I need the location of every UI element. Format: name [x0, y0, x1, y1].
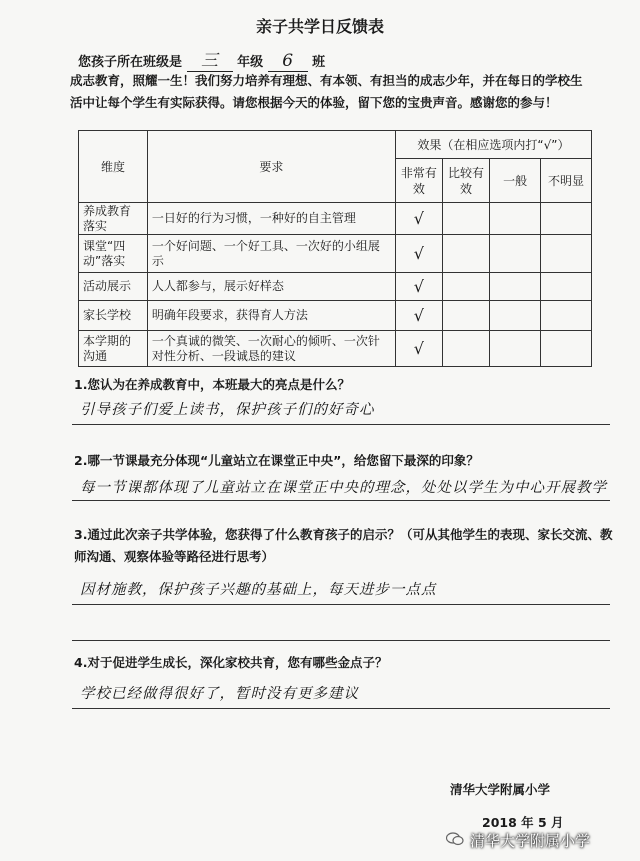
answer-line	[72, 708, 610, 709]
answer-1[interactable]: 引导孩子们爱上读书，保护孩子们的好奇心	[80, 402, 375, 418]
form-date: 2018 年 5 月	[482, 815, 564, 830]
row-option-cell[interactable]	[442, 331, 489, 367]
row-option-cell[interactable]	[490, 273, 541, 301]
header-opt-effective: 比较有效	[442, 159, 489, 203]
row-requirement: 人人都参与，展示好样态	[147, 273, 395, 301]
row-option-cell[interactable]	[395, 331, 442, 367]
row-option-cell[interactable]	[395, 235, 442, 273]
row-option-cell[interactable]	[490, 203, 541, 235]
row-option-cell[interactable]	[442, 273, 489, 301]
answer-line	[72, 640, 610, 641]
feedback-table	[78, 130, 592, 367]
row-requirement: 明确年段要求，获得育人方法	[147, 301, 395, 331]
class-info-prefix: 您孩子所在班级是	[78, 55, 183, 70]
row-option-cell[interactable]	[395, 301, 442, 331]
answer-2[interactable]: 每一节课都体现了儿童站立在课堂正中央的理念，处处以学生为中心开展教学	[80, 480, 607, 496]
check-mark: √	[413, 244, 424, 263]
form-title: 亲子共学日反馈表	[255, 17, 384, 36]
row-requirement: 一个真诚的微笑、一次耐心的倾听、一次针对性分析、一段诚恳的建议	[147, 331, 395, 367]
grade-label: 年级	[237, 55, 264, 70]
school-name: 清华大学附属小学	[450, 782, 551, 797]
row-dimension: 养成教育落实	[79, 203, 148, 235]
header-opt-not-obvious: 不明显	[541, 159, 592, 203]
answer-line	[72, 604, 610, 605]
row-option-cell[interactable]	[442, 203, 489, 235]
table-body	[79, 203, 592, 367]
row-option-cell[interactable]	[541, 331, 592, 367]
class-info-line	[78, 46, 325, 72]
question-1: 1.您认为在养成教育中，本班最大的亮点是什么？	[74, 377, 350, 392]
table-row	[79, 331, 592, 367]
header-requirement: 要求	[147, 131, 395, 203]
row-option-cell[interactable]	[442, 235, 489, 273]
header-effect: 效果（在相应选项内打“√”）	[395, 131, 591, 159]
row-dimension: 课堂“四动”落实	[79, 235, 148, 273]
row-dimension: 本学期的沟通	[79, 331, 148, 367]
row-option-cell[interactable]	[541, 203, 592, 235]
class-value: 6	[268, 51, 308, 72]
table-row	[79, 301, 592, 331]
row-requirement: 一日好的行为习惯，一种好的自主管理	[147, 203, 395, 235]
answer-line	[72, 424, 610, 425]
intro-text: 成志教育，照耀一生！我们努力培养有理想、有本领、有担当的成志少年，并在每日的学校生活中让每个学生有实际获得。请您根据今天的体验，留下您的宝贵声音。感谢您的参与！	[70, 73, 583, 110]
row-option-cell[interactable]	[490, 235, 541, 273]
header-opt-very-effective: 非常有效	[395, 159, 442, 203]
class-label: 班	[312, 55, 326, 70]
question-3: 3.通过此次亲子共学体验，您获得了什么教育孩子的启示？（可从其他学生的表现、家长交流、教师沟通、观察体验等路径进行思考）	[74, 527, 613, 564]
row-option-cell[interactable]	[541, 273, 592, 301]
table-row	[79, 273, 592, 301]
header-dimension: 维度	[79, 131, 148, 203]
answer-3[interactable]: 因材施教，保护孩子兴趣的基础上，每天进步一点点	[80, 582, 437, 598]
row-option-cell[interactable]	[442, 301, 489, 331]
table-row	[79, 203, 592, 235]
answer-line	[72, 500, 610, 501]
row-requirement: 一个好问题、一个好工具、一次好的小组展示	[147, 235, 395, 273]
row-option-cell[interactable]	[541, 235, 592, 273]
answer-4[interactable]: 学校已经做得很好了，暂时没有更多建议	[80, 686, 359, 702]
row-dimension: 家长学校	[79, 301, 148, 331]
watermark-text: 清华大学附属小学	[470, 832, 591, 850]
wechat-icon	[446, 832, 464, 846]
check-mark: √	[413, 339, 424, 358]
row-option-cell[interactable]	[395, 273, 442, 301]
row-option-cell[interactable]	[490, 331, 541, 367]
table-row	[79, 235, 592, 273]
check-mark: √	[413, 277, 424, 296]
question-2: 2.哪一节课最充分体现“儿童站立在课堂正中央”，给您留下最深的印象？	[74, 453, 479, 468]
header-opt-average: 一般	[490, 159, 541, 203]
row-option-cell[interactable]	[541, 301, 592, 331]
check-mark: √	[413, 306, 424, 325]
question-4: 4.对于促进学生成长，深化家校共育，您有哪些金点子？	[74, 655, 388, 670]
row-option-cell[interactable]	[395, 203, 442, 235]
check-mark: √	[413, 209, 424, 228]
grade-value: 三	[187, 46, 233, 72]
row-option-cell[interactable]	[490, 301, 541, 331]
row-dimension: 活动展示	[79, 273, 148, 301]
